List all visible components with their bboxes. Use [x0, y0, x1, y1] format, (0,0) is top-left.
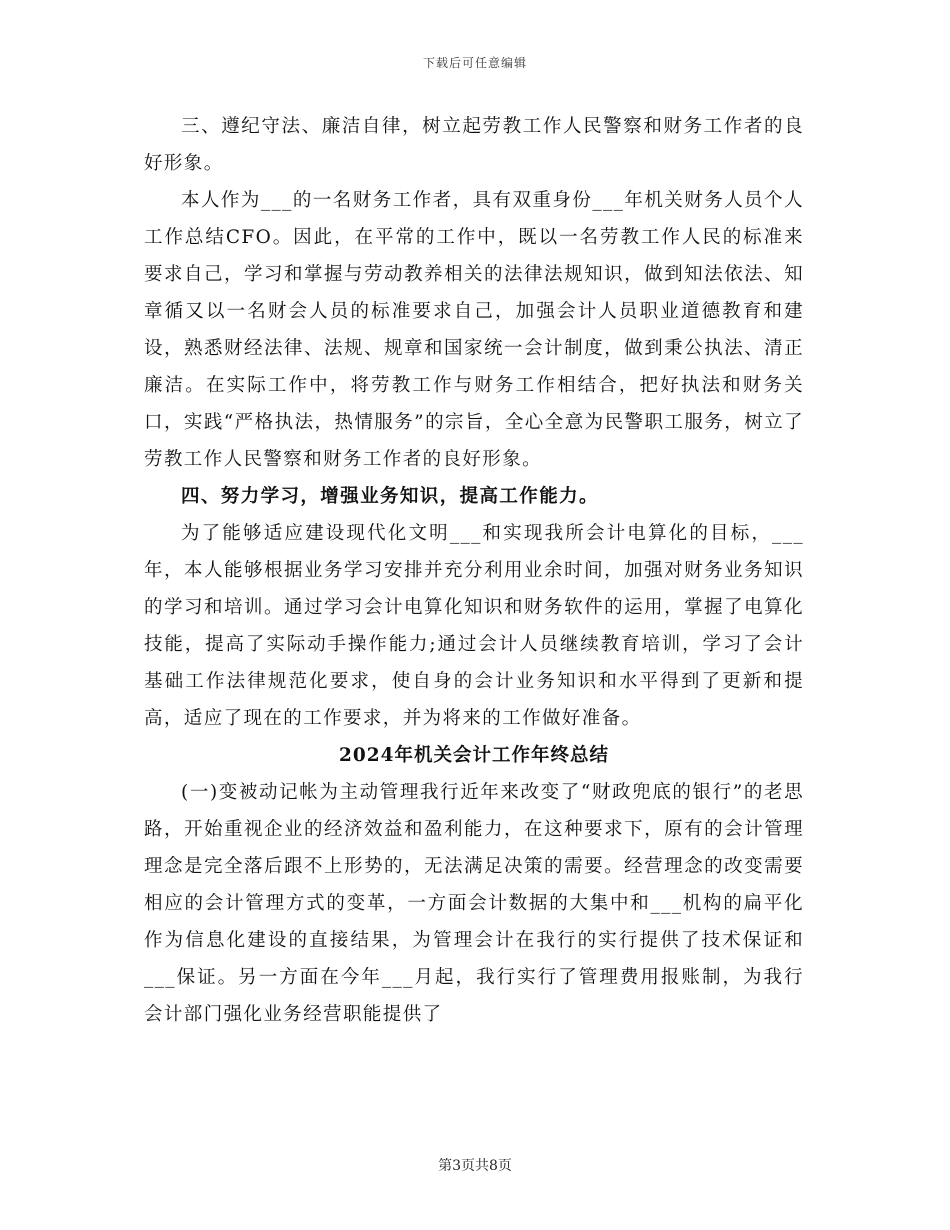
paragraph-dual-identity: 本人作为___的一名财务工作者，具有双重身份___年机关财务人员个人工作总结CFO。因此，在平常的工作中，既以一名劳教工作人民的标准来要求自己，学习和掌握与劳动教养相关的法律法规知识，做到知法依法、知章循又以一名财会人员的标准要求自己，加强会计人员职业道德教育和建设，熟悉财经法律、法规、规章和国家统一会计制度，做到秉公执法、清正廉洁。在实际工作中，将劳教工作与财务工作相结合，把好执法和财务关口，实践“严格执法，热情服务”的宗旨，全心全意为民警职工服务，树立了劳教工作人民警察和财务工作者的良好形象。	[144, 190, 804, 470]
header-note: 下载后可任意编辑	[422, 56, 527, 70]
page-number: 第3页共8页	[438, 1158, 512, 1174]
section-heading-study: 四、努力学习，增强业务知识，提高工作能力。	[181, 486, 599, 507]
document-title: 2024年机关会计工作年终总结	[339, 745, 609, 766]
paragraph-discipline: 三、遵纪守法、廉洁自律，树立起劳教工作人民警察和财务工作者的良好形象。	[144, 116, 804, 174]
document-body	[144, 108, 804, 1033]
paragraph-study: 为了能够适应建设现代化文明___和实现我所会计电算化的目标，___年，本人能够根据业务学习安排并充分利用业余时间，加强对财务业务知识的学习和培训。通过学习会计电算化知识和财务软件的运用，掌握了电算化技能，提高了实际动手操作能力;通过会计人员继续教育培训，学习了会计基础工作法律规范化要求，使自身的会计业务知识和水平得到了更新和提高，适应了现在的工作要求，并为将来的工作做好准备。	[144, 523, 804, 729]
paragraph-management: (一)变被动记帐为主动管理我行近年来改变了“财政兜底的银行”的老思路，开始重视企业的经济效益和盈利能力，在这种要求下，原有的会计管理理念是完全落后跟不上形势的，无法满足决策的需要。经营理念的改变需要相应的会计管理方式的变革，一方面会计数据的大集中和___机构的扁平化作为信息化建设的直接结果，为管理会计在我行的实行提供了技术保证和___保证。另一方面在今年___月起，我行实行了管理费用报账制，为我行会计部门强化业务经营职能提供了	[144, 782, 804, 1025]
